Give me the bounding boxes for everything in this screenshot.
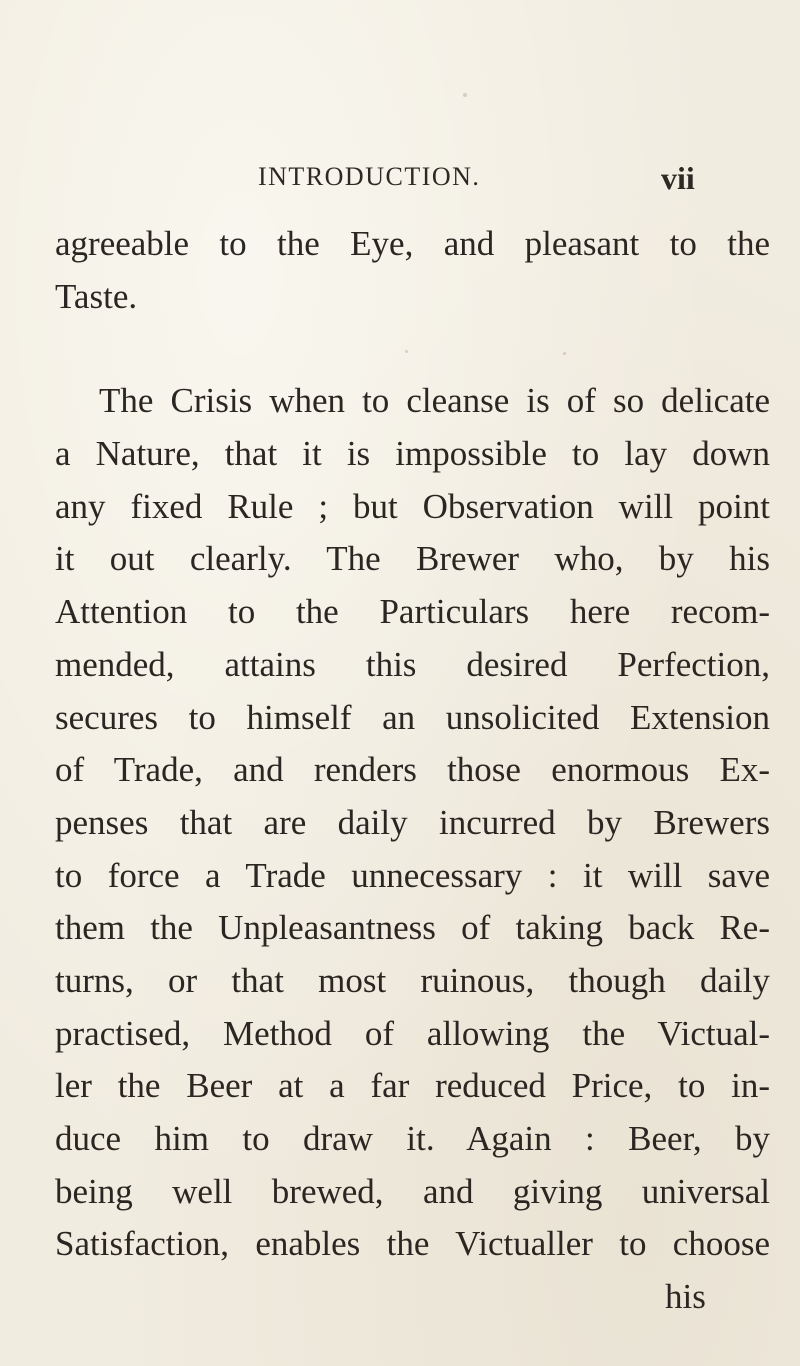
text-line: being well brewed, and giving universal (55, 1171, 770, 1211)
text-line: a Nature, that it is impossible to lay down (55, 434, 770, 474)
text-line: secures to himself an unsolicited Extension (55, 697, 770, 737)
text-line: it out clearly. The Brewer who, by his (55, 539, 770, 579)
text-line: duce him to draw it. Again : Beer, by (55, 1119, 770, 1158)
text-line: them the Unpleasantness of taking back Re- (55, 908, 770, 948)
text-line: Attention to the Particulars here recom- (55, 592, 770, 632)
text-line: practised, Method of allowing the Victual- (55, 1013, 770, 1053)
text-line: mended, attains this desired Perfection, (55, 644, 770, 684)
page-header (0, 160, 800, 200)
text-line: of Trade, and renders those enormous Ex- (55, 750, 770, 790)
page-number: vii (661, 160, 695, 196)
text-line: penses that are daily incurred by Brewers (55, 802, 770, 842)
text-line: any fixed Rule ; but Observation will point (55, 486, 770, 526)
text-line: Taste. (55, 276, 138, 316)
text-line: turns, or that most ruinous, though daily (55, 960, 770, 1000)
running-head: INTRODUCTION. (258, 162, 481, 191)
text-line: Satisfaction, enables the Victualler to choose (55, 1224, 770, 1264)
text-line: The Crisis when to cleanse is of so delicate (99, 381, 770, 421)
paper-foxing-spot (463, 93, 467, 97)
text-line: ler the Beer at a far reduced Price, to in- (55, 1066, 770, 1106)
body-text (55, 218, 770, 1324)
text-line: to force a Trade unnecessary : it will save (55, 855, 770, 895)
catchword: his (665, 1277, 706, 1317)
paragraph-break (55, 323, 770, 375)
text-line: agreeable to the Eye, and pleasant to the (55, 224, 770, 263)
